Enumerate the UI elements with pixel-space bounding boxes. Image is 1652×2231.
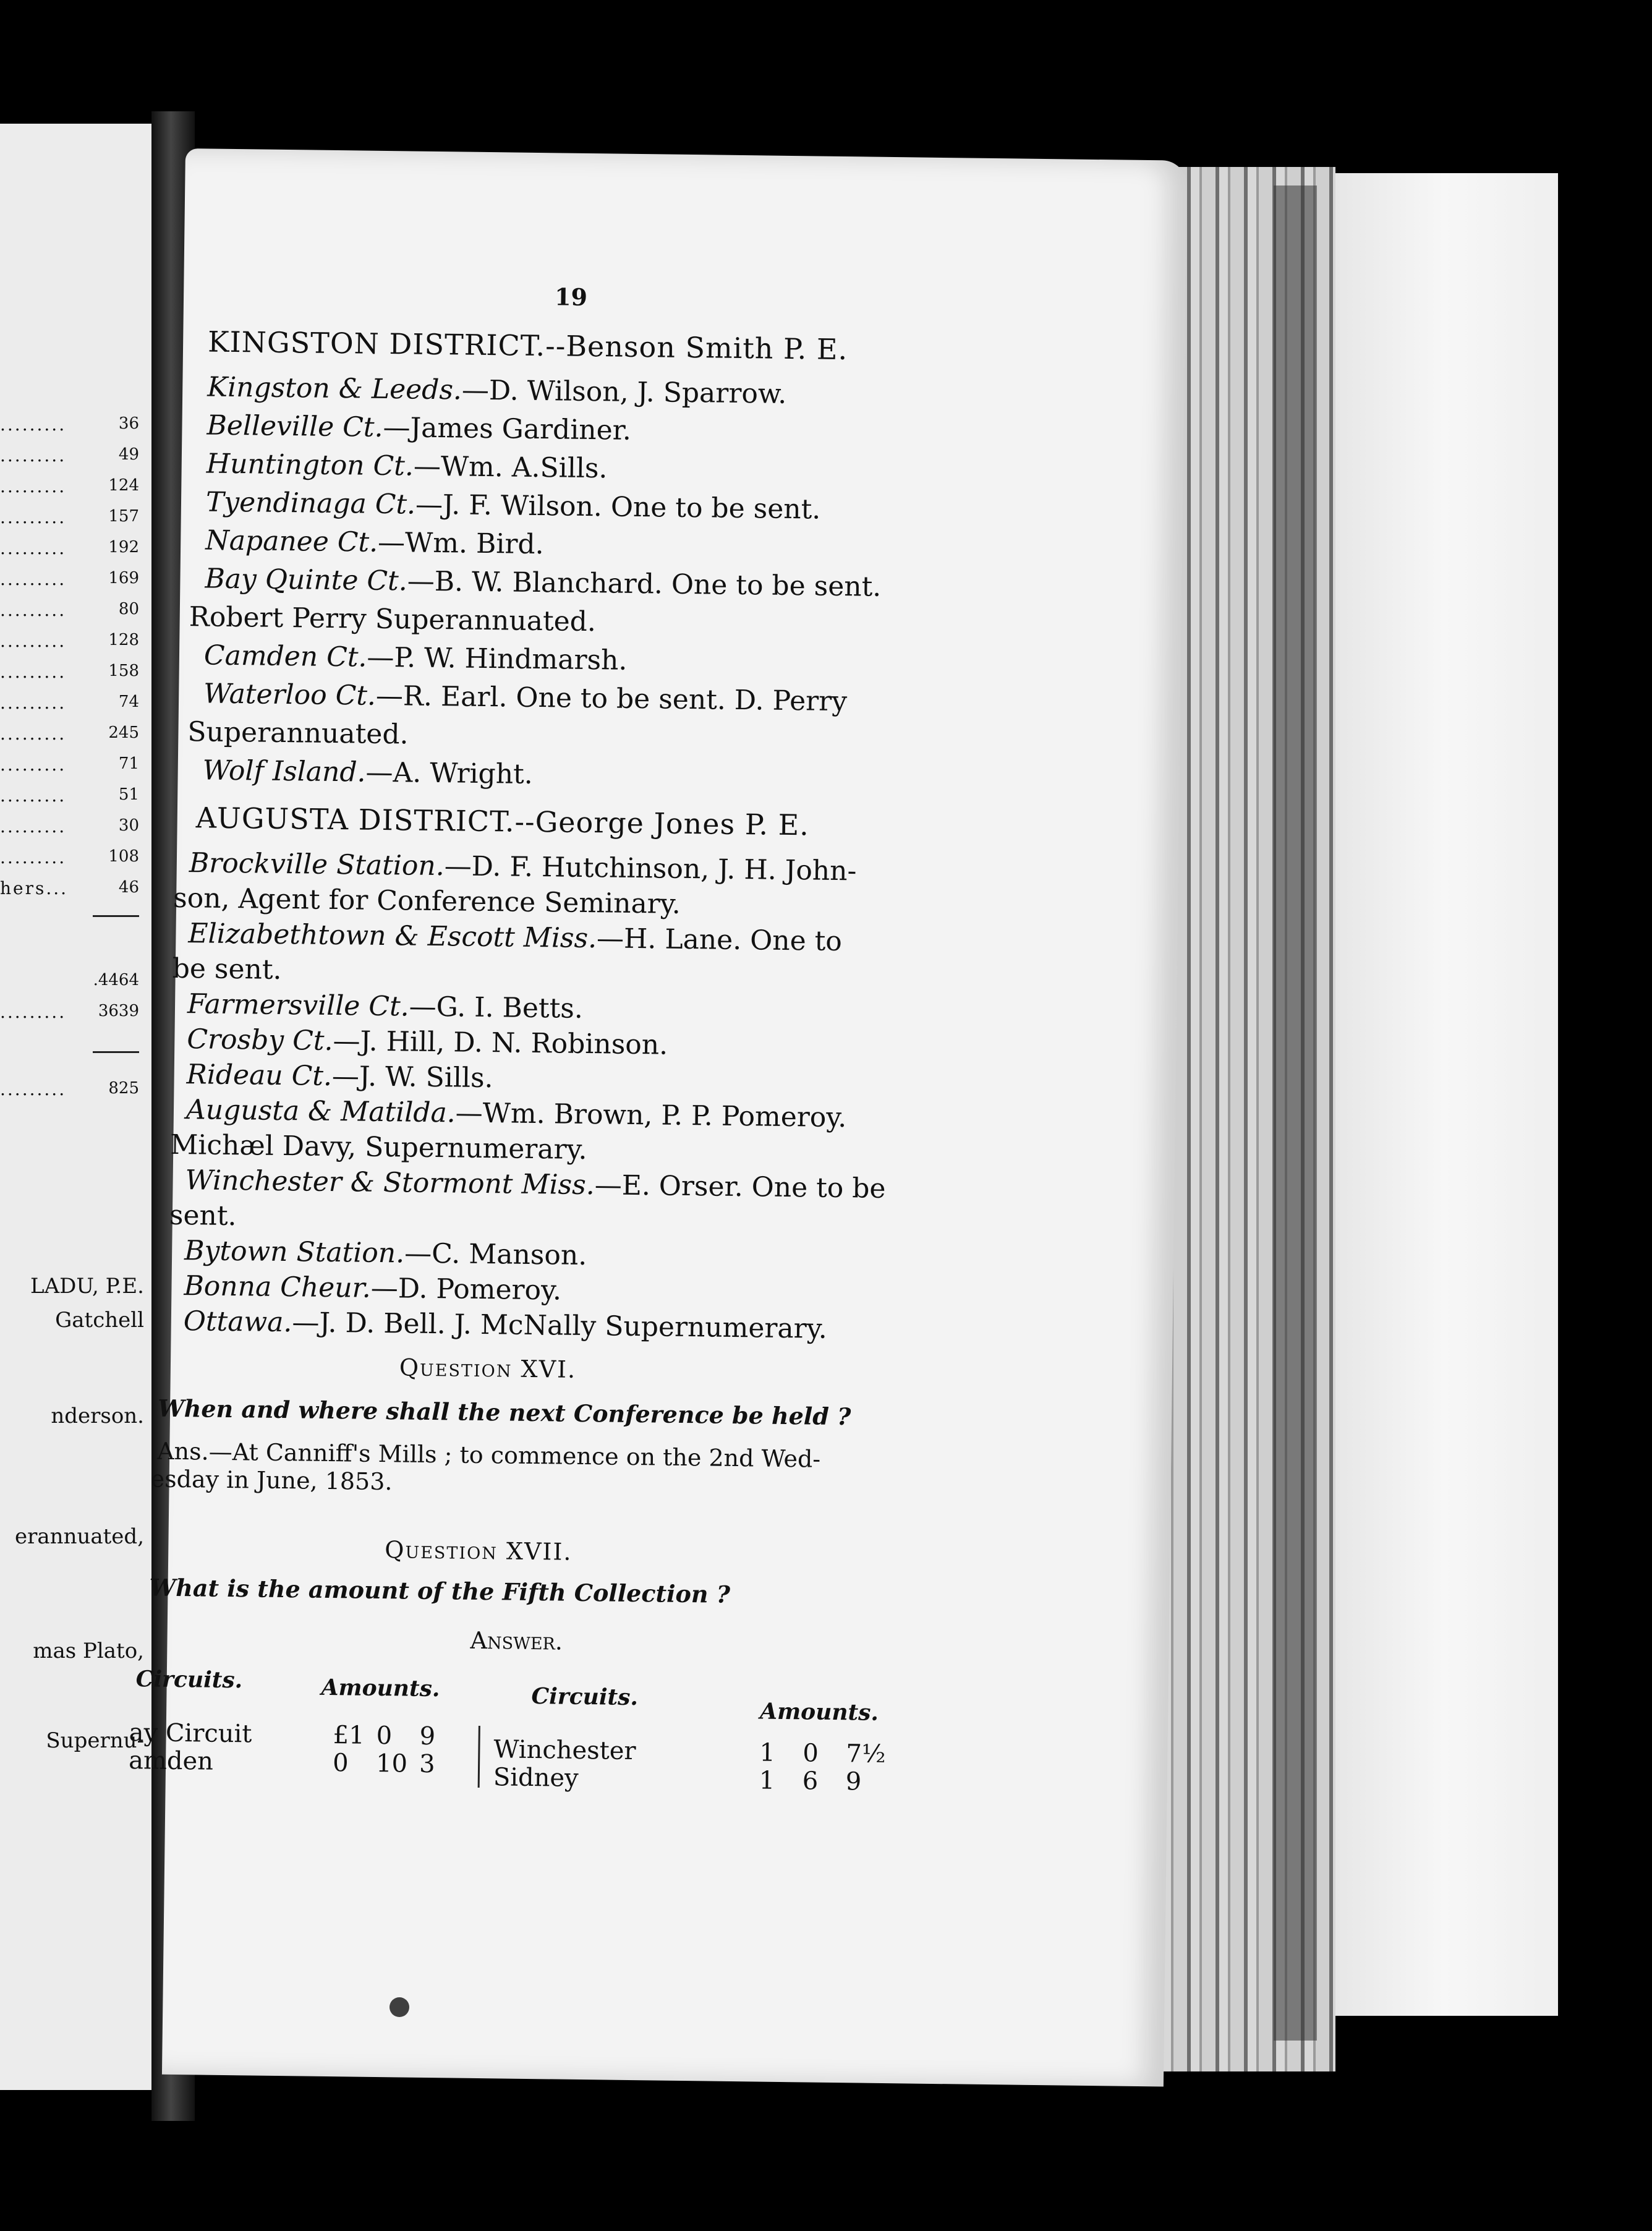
- left-page-row-value: 124: [108, 476, 139, 495]
- kingston-appointment-line: [205, 563, 881, 602]
- left-page-row-dots: .........: [0, 414, 67, 435]
- circuit-name: Elizabethtown & Escott Miss.: [188, 918, 597, 955]
- circuit-name: Belleville Ct.: [206, 409, 383, 443]
- circuit-name: Ottawa.: [183, 1305, 292, 1339]
- left-page-row: [0, 414, 139, 439]
- question-17-answer-label: Answer.: [470, 1626, 563, 1655]
- collection-amount: 0: [803, 1739, 819, 1768]
- left-page-row-value: 192: [108, 538, 139, 557]
- left-page-row: [0, 631, 139, 655]
- left-page-row-dots: .........: [0, 754, 67, 775]
- appointment-text: —Wm. Bird.: [377, 526, 544, 561]
- table-header-circuits-left: Circuits.: [135, 1666, 243, 1694]
- left-page-total-2: [0, 1002, 139, 1026]
- appointment-text: son, Agent for Conference Seminary.: [172, 882, 681, 920]
- collection-circuit: amden: [128, 1746, 214, 1776]
- collection-amount: 3: [419, 1749, 435, 1779]
- left-page-row-dots: .........: [0, 445, 67, 466]
- kingston-appointment-line: [206, 448, 607, 484]
- left-page-row-dots: .........: [0, 847, 67, 868]
- circuit-name: Bytown Station.: [184, 1235, 405, 1269]
- question-16-text: When and where shall the next Conference be held ?: [157, 1394, 851, 1431]
- appointment-text: —D. F. Hutchinson, J. H. John-: [444, 850, 857, 887]
- left-page-row-dots: .........: [0, 507, 67, 527]
- kingston-appointment-line: [204, 639, 628, 676]
- left-page-rule-2: [93, 1051, 139, 1053]
- left-page-row-value: 158: [108, 662, 139, 680]
- appointment-text: —J. D. Bell. J. McNally Supernumerary.: [292, 1307, 828, 1345]
- page-edge-shadow: [1274, 186, 1317, 2041]
- augusta-appointment-line: [184, 1270, 561, 1306]
- left-page-row-value: 71: [118, 754, 139, 773]
- question-16-heading: Question XVI.: [399, 1354, 577, 1383]
- circuit-name: Tyendinaga Ct.: [205, 486, 416, 521]
- circuit-name: Huntington Ct.: [206, 448, 414, 482]
- kingston-district-heading: KINGSTON DISTRICT.--Benson Smith P. E.: [207, 325, 848, 367]
- augusta-appointment-line: [189, 847, 857, 887]
- augusta-appointment-line: [185, 1164, 886, 1205]
- appointment-text: Superannuated.: [187, 716, 409, 751]
- question-16-answer-line-2: esday in June, 1853.: [150, 1465, 393, 1496]
- appointment-text: —H. Lane. One to: [596, 923, 843, 958]
- left-page-row-dots: .........: [0, 723, 67, 744]
- appointment-text: —P. W. Hindmarsh.: [367, 641, 628, 676]
- collection-circuit: Sidney: [493, 1763, 579, 1793]
- circuit-name: Camden Ct.: [203, 639, 367, 673]
- left-page-total-2-dots: .........: [0, 1002, 67, 1022]
- appointment-text: Robert Perry Superannuated.: [189, 601, 597, 638]
- augusta-appointment-line: [170, 1129, 587, 1166]
- left-page-row: [0, 507, 139, 532]
- augusta-appointment-line: [173, 882, 681, 920]
- left-page-row-value: 128: [108, 631, 139, 649]
- collection-amount: 9: [845, 1767, 862, 1796]
- circuit-name: Crosby Ct.: [187, 1023, 333, 1057]
- left-page-total-1-value: .4464: [93, 971, 139, 989]
- kingston-appointment-line: [206, 486, 821, 525]
- left-page-row-value: 49: [118, 445, 139, 464]
- left-page-total-1: [0, 971, 139, 996]
- augusta-appointment-line: [188, 918, 842, 957]
- circuit-name: Brockville Station.: [189, 847, 445, 882]
- page-number: 19: [554, 283, 588, 311]
- appointment-text: —B. W. Blanchard. One to be sent.: [407, 565, 882, 603]
- left-page-rule: [93, 915, 139, 917]
- left-page-fragment: Supernu-: [46, 1728, 144, 1753]
- appointment-text: —J. W. Sills.: [331, 1060, 493, 1094]
- collection-amount: 10: [375, 1749, 408, 1778]
- appointment-text: —C. Manson.: [404, 1237, 587, 1272]
- augusta-appointment-line: [172, 953, 281, 986]
- left-page-row-others: [0, 878, 139, 903]
- appointment-text: —James Gardiner.: [383, 411, 632, 446]
- augusta-appointment-line: [187, 988, 583, 1025]
- kingston-appointment-line: [203, 678, 848, 717]
- left-page-row: [0, 754, 139, 779]
- circuit-name: Napanee Ct.: [205, 524, 378, 558]
- book-back-cover: [1329, 173, 1558, 2016]
- appointment-text: be sent.: [172, 952, 282, 986]
- augusta-appointment-line: [187, 1023, 668, 1060]
- augusta-district-heading: AUGUSTA DISTRICT.--George Jones P. E.: [195, 801, 810, 842]
- left-page-row-value: 36: [118, 414, 139, 433]
- left-page-row-dots: .........: [0, 816, 67, 837]
- collection-amount: £1: [333, 1721, 365, 1750]
- appointment-text: Michæl Davy, Supernumerary.: [170, 1128, 587, 1166]
- augusta-appointment-line: [169, 1200, 237, 1232]
- left-page-diff-dots: .........: [0, 1079, 67, 1099]
- circuit-name: Augusta & Matilda.: [185, 1094, 456, 1129]
- appointment-text: —G. I. Betts.: [409, 991, 584, 1025]
- collection-amount: 0: [332, 1749, 349, 1778]
- left-page-others-num: 46: [118, 878, 139, 897]
- left-page-row-dots: .........: [0, 538, 67, 558]
- appointment-text: sent.: [169, 1199, 237, 1232]
- kingston-appointment-line: [207, 371, 787, 409]
- circuit-name: Winchester & Stormont Miss.: [185, 1164, 595, 1201]
- left-page-fragment: erannuated,: [15, 1524, 144, 1549]
- left-page-row: [0, 816, 139, 841]
- circuit-name: Bonna Cheur.: [184, 1270, 372, 1304]
- circuit-name: Rideau Ct.: [186, 1059, 333, 1093]
- collection-amount: 6: [802, 1767, 819, 1796]
- circuit-name: Wolf Island.: [202, 754, 366, 788]
- appointment-text: —Wm. A.Sills.: [413, 450, 608, 485]
- left-page-row-dots: .........: [0, 600, 67, 620]
- circuit-name: Farmersville Ct.: [187, 988, 410, 1023]
- left-page-row-value: 108: [108, 847, 139, 866]
- left-page-fragment: Gatchell: [55, 1308, 144, 1333]
- left-page-row-value: 169: [108, 569, 139, 587]
- circuit-name: Waterloo Ct.: [203, 678, 377, 712]
- circuit-name: Kingston & Leeds.: [206, 371, 462, 406]
- left-page-row-value: 30: [118, 816, 139, 835]
- augusta-appointment-line: [186, 1059, 493, 1094]
- left-page-row: [0, 723, 139, 748]
- collection-amount: 7½: [846, 1739, 886, 1769]
- left-page-row: [0, 693, 139, 717]
- left-page-row-dots: .........: [0, 785, 67, 806]
- appointment-text: —J. Hill, D. N. Robinson.: [333, 1025, 668, 1061]
- kingston-appointment-line: [187, 716, 409, 750]
- appointment-text: —D. Pomeroy.: [370, 1272, 562, 1307]
- left-page-row-dots: .........: [0, 631, 67, 651]
- collection-circuit: ay Circuit: [129, 1718, 252, 1749]
- kingston-appointment-line: [202, 754, 533, 790]
- augusta-appointment-line: [184, 1305, 828, 1345]
- left-page-row-value: 74: [118, 693, 139, 711]
- left-page-row: [0, 476, 139, 501]
- kingston-appointment-line: [205, 524, 544, 560]
- left-page-row: [0, 785, 139, 810]
- appointment-text: —R. Earl. One to be sent. D. Perry: [375, 680, 848, 718]
- left-page-row: [0, 445, 139, 470]
- left-page-row-value: 245: [108, 723, 139, 742]
- left-page-diff: [0, 1079, 139, 1104]
- collection-amount: 0: [376, 1721, 393, 1751]
- left-page-row: [0, 538, 139, 563]
- augusta-appointment-line: [184, 1235, 587, 1271]
- appointment-text: —J. F. Wilson. One to be sent.: [415, 488, 821, 526]
- question-17-heading: Question XVII.: [385, 1536, 573, 1566]
- left-page-row: [0, 847, 139, 872]
- table-header-amounts-right: Amounts.: [759, 1698, 879, 1726]
- appointment-text: —D. Wilson, J. Sparrow.: [461, 374, 787, 410]
- collection-amount: 1: [759, 1738, 776, 1767]
- augusta-appointment-line: [186, 1094, 847, 1133]
- kingston-appointment-line: [206, 409, 631, 446]
- appointment-text: —A. Wright.: [365, 756, 534, 790]
- left-page-row-dots: .........: [0, 662, 67, 682]
- collection-amount: 9: [419, 1721, 436, 1751]
- left-page-diff-value: 825: [108, 1079, 139, 1098]
- question-16-answer-line-1: Ans.—At Canniff's Mills ; to commence on the 2nd Wed-: [156, 1437, 821, 1473]
- left-page-total-2-value: 3639: [98, 1002, 139, 1020]
- left-page-fragment: nderson.: [51, 1404, 144, 1428]
- left-page-row: [0, 600, 139, 625]
- kingston-appointment-line: [189, 601, 596, 638]
- circuit-name: Bay Quinte Ct.: [205, 563, 408, 597]
- appointment-text: —E. Orser. One to be: [594, 1169, 886, 1205]
- left-page-row-value: 51: [118, 785, 139, 804]
- table-header-amounts-left: Amounts.: [321, 1674, 440, 1702]
- left-page-row-value: 157: [108, 507, 139, 526]
- collection-amount: 1: [759, 1766, 775, 1795]
- left-page-row: [0, 569, 139, 594]
- question-17-text: What is the amount of the Fifth Collection ?: [149, 1573, 731, 1608]
- left-page-row: [0, 662, 139, 686]
- left-page-fragment: mas Plato,: [33, 1639, 144, 1663]
- left-page-row-dots: .........: [0, 476, 67, 497]
- left-page-row-value: 80: [118, 600, 139, 618]
- left-page-row-dots: .........: [0, 693, 67, 713]
- ink-blot: [390, 1997, 409, 2017]
- left-page-others-label: hers...: [0, 878, 69, 898]
- table-column-divider: [478, 1726, 480, 1788]
- appointment-text: —Wm. Brown, P. P. Pomeroy.: [455, 1097, 847, 1134]
- left-page-row-dots: .........: [0, 569, 67, 589]
- table-header-circuits-right: Circuits.: [531, 1683, 639, 1711]
- left-page-fragment: LADU, P.E.: [30, 1274, 144, 1299]
- left-facing-page: [0, 124, 151, 2090]
- collection-circuit: Winchester: [493, 1735, 636, 1766]
